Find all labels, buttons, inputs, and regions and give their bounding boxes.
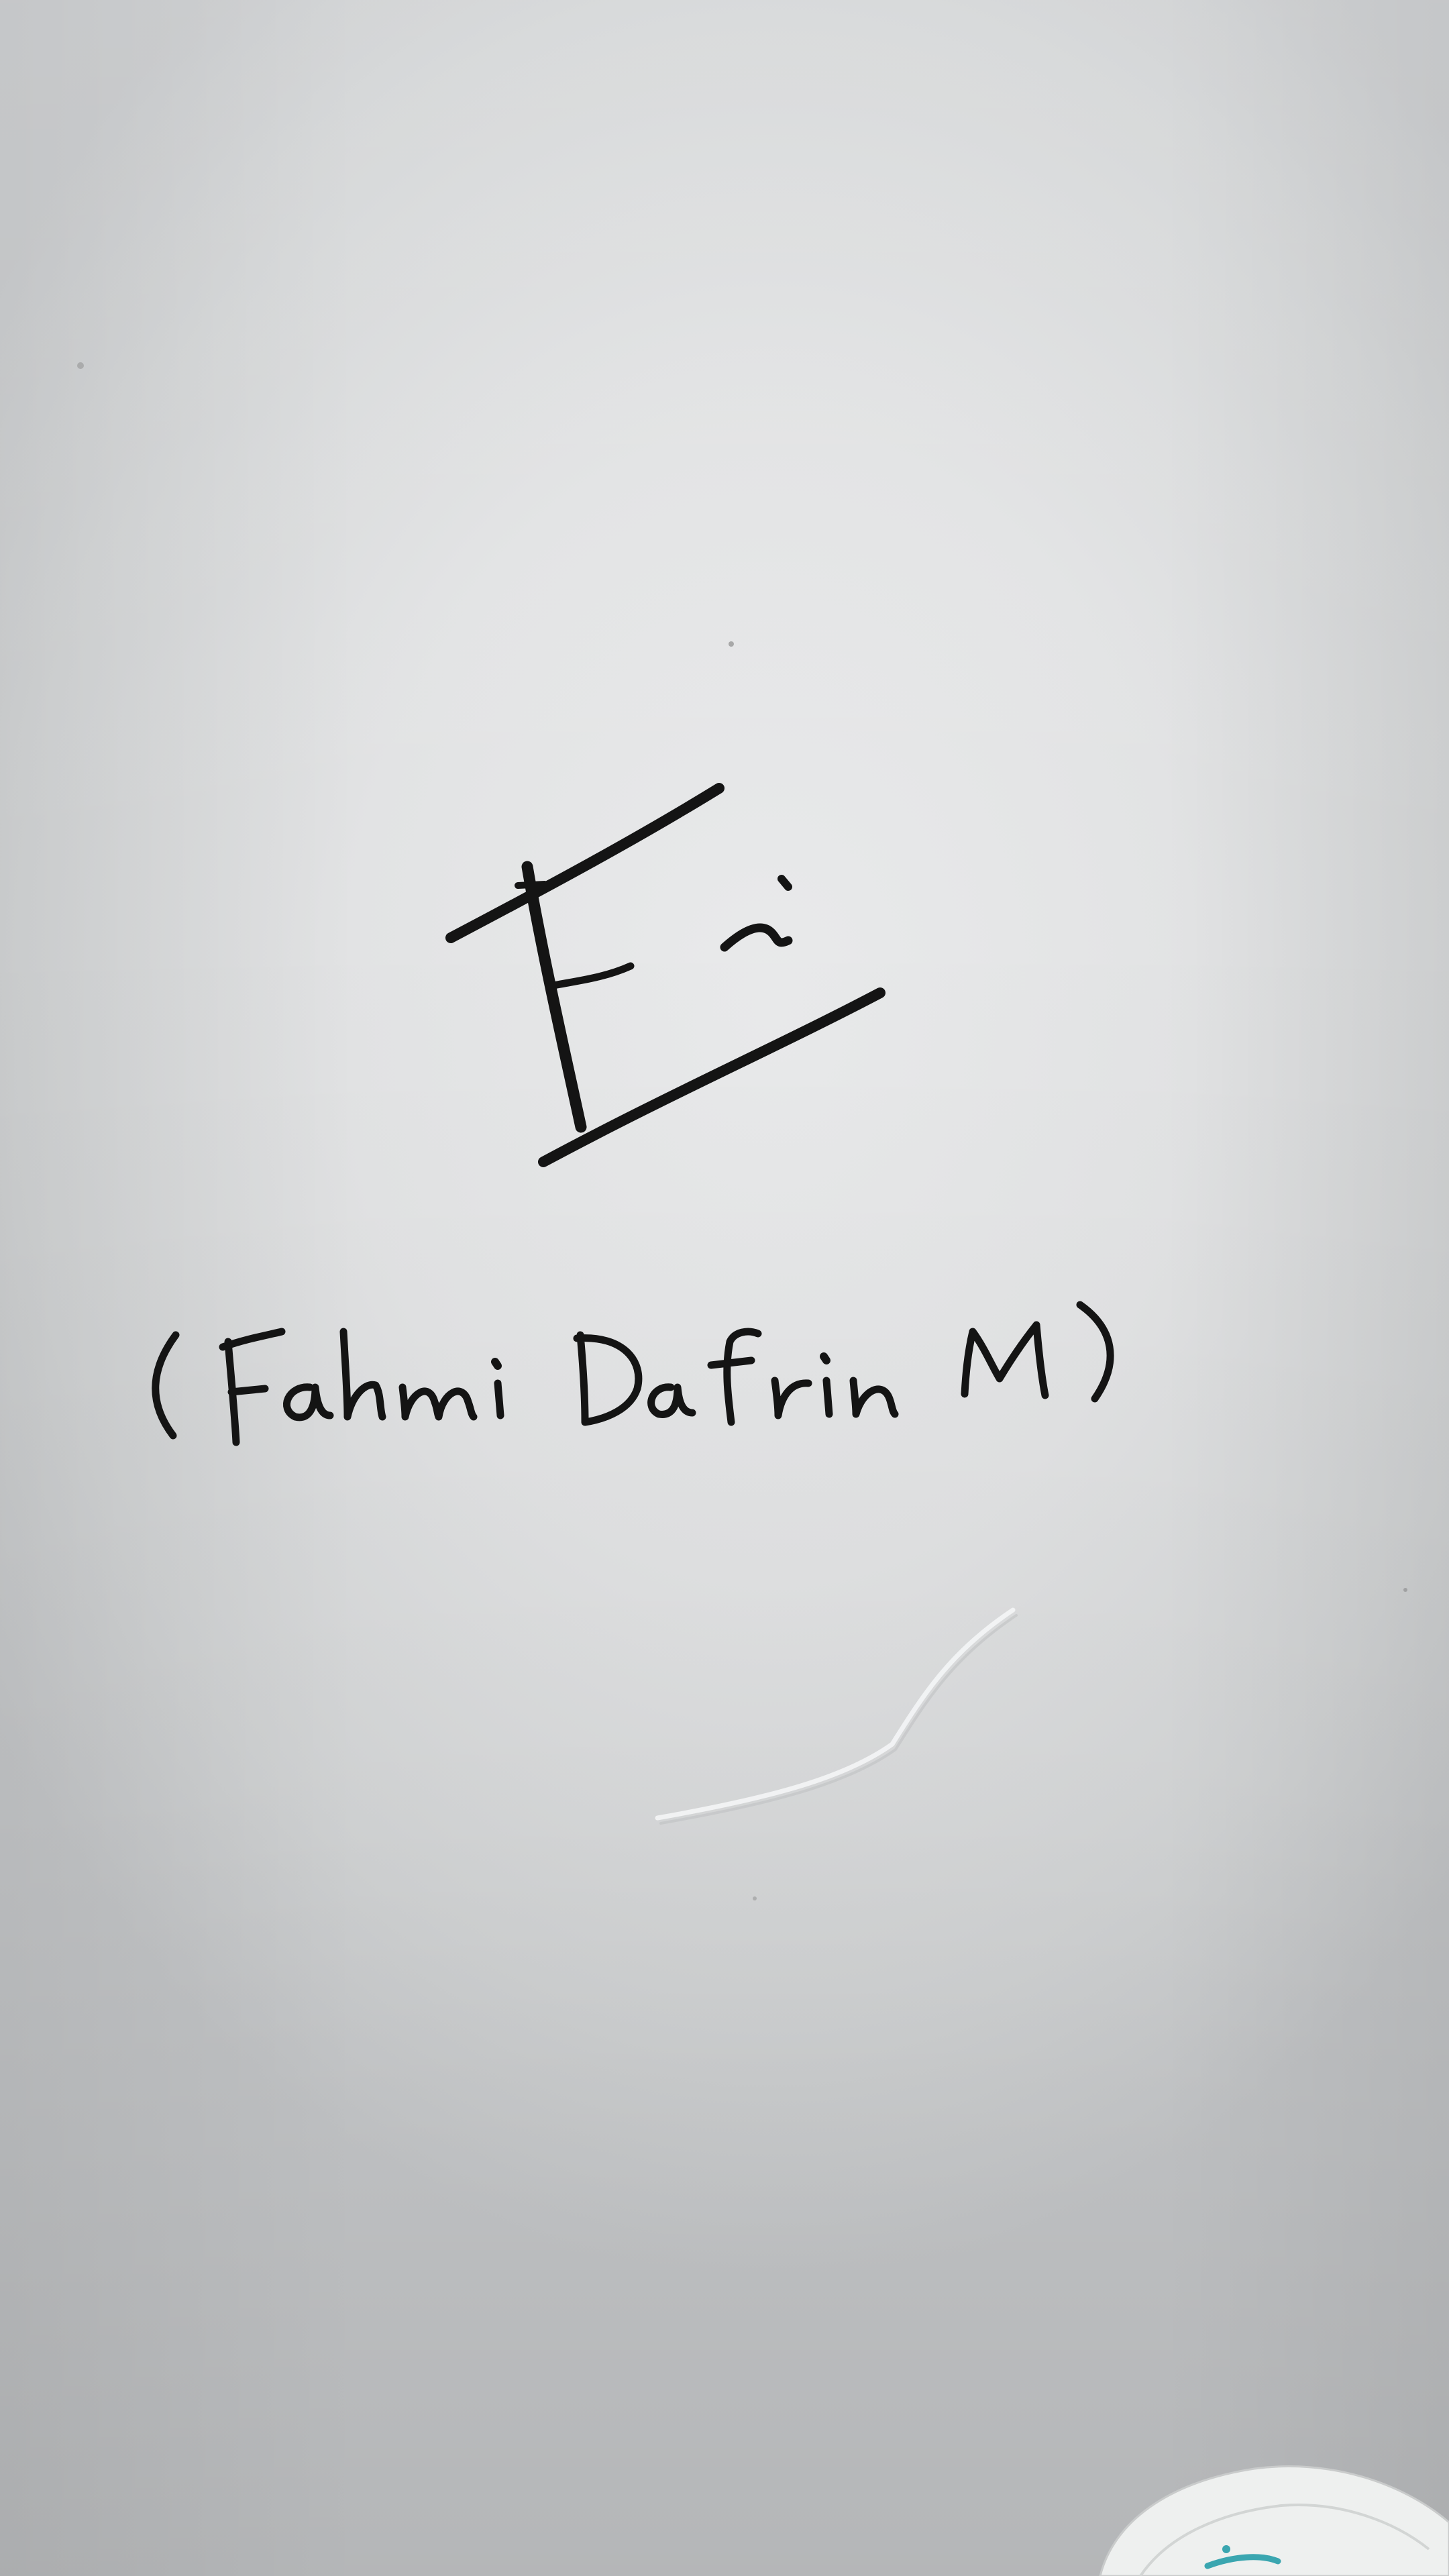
paper-crease-shadow [661,1615,1016,1823]
paper-speck [1403,1588,1407,1592]
signature-serif [518,884,545,885]
signature-mark [451,788,880,1162]
letter-h [343,1332,382,1417]
signature-top-stroke [451,788,719,938]
letter-i-2 [826,1381,829,1414]
signature-vertical-stroke [527,867,581,1127]
letter-a-2 [651,1387,692,1415]
corner-object-accent-dot [1222,2545,1230,2553]
paper-speck [729,641,734,647]
signature-dot [782,879,788,887]
letter-i-2-dot [824,1356,826,1360]
open-paren [156,1335,176,1436]
letter-a [286,1387,330,1417]
letter-M [965,1325,1045,1395]
letter-i-dot [495,1362,498,1366]
signature-middle-stroke [550,966,631,986]
letter-F [223,1332,282,1442]
letter-m [402,1387,474,1417]
signature-squiggle [724,928,788,947]
corner-object [1100,2467,1449,2576]
signature-bottom-stroke [543,993,880,1162]
letter-r [775,1381,808,1415]
paper-crease [657,1610,1013,1818]
letter-D [577,1335,639,1422]
letter-i [498,1383,500,1415]
letter-f [711,1332,758,1422]
close-paren [1080,1305,1110,1399]
letter-n [853,1381,895,1414]
name-handwriting [156,1305,1110,1442]
paper-speck [77,362,84,369]
paper-speck [753,1896,757,1900]
